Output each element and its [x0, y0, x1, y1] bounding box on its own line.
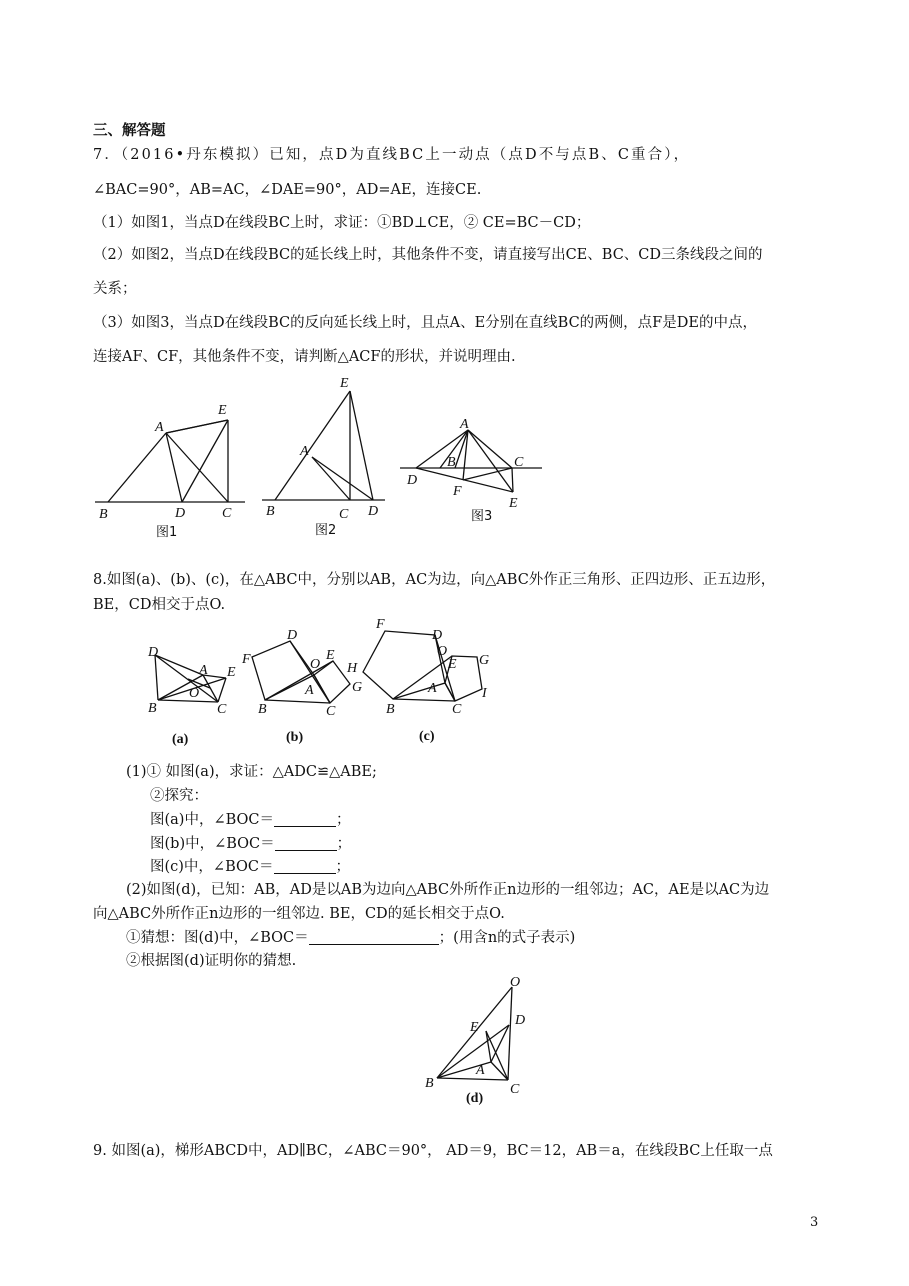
q8-line-1: 8.如图(a)、(b)、(c)，在△ABC中，分别以AB，AC为边，向△ABC外作正三角形、正四边形、正五边形， — [93, 572, 776, 588]
figure-2 — [262, 376, 385, 538]
q8-part2-line-1: (2)如图(d)，已知：AB，AD是以AB为边向△ABC外所作正n边形的一组邻边；AC，AE是以AC为边 — [126, 882, 770, 898]
q7-line-5: 关系； — [93, 281, 137, 297]
svg-text:B: B — [258, 702, 267, 717]
page-number: 3 — [810, 1215, 819, 1230]
section-title: 三、解答题 — [93, 123, 166, 139]
svg-text:E: E — [218, 403, 227, 418]
svg-text:E: E — [227, 665, 236, 680]
svg-text:C: C — [514, 455, 524, 470]
q8-part1-prove: (1)① 如图(a)，求证：△ADC≌△ABE; — [126, 764, 377, 780]
svg-text:D: D — [148, 645, 159, 660]
q7-line-2: ∠BAC=90°，AB=AC，∠DAE=90°，AD=AE，连接CE. — [93, 182, 482, 198]
figure-c — [363, 617, 489, 744]
svg-text:B: B — [425, 1076, 434, 1091]
svg-text:B: B — [99, 507, 108, 522]
svg-text:I: I — [482, 686, 487, 701]
fig-a-caption: (a) — [172, 732, 189, 747]
q7-line-3: （1）如图1，当点D在线段BC上时，求证：①BD⊥CE，② CE=BC－CD； — [93, 215, 591, 231]
q8-explore-b: 图(b)中，∠BOC＝ ； — [150, 836, 352, 852]
figure-d — [425, 975, 525, 1106]
svg-text:F: F — [453, 484, 462, 499]
svg-text:E: E — [509, 496, 518, 511]
figure-1 — [95, 403, 245, 540]
q8-explore-a: 图(a)中，∠BOC＝ ； — [150, 812, 351, 828]
q8-line-2: BE，CD相交于点O. — [93, 597, 226, 613]
fig3-caption: 图3 — [471, 509, 493, 524]
svg-text:B: B — [447, 455, 456, 470]
fig2-caption: 图2 — [315, 523, 337, 538]
q8-explore-c: 图(c)中，∠BOC＝ ； — [150, 859, 350, 875]
svg-text:C: C — [326, 704, 336, 719]
svg-text:D: D — [368, 504, 379, 519]
svg-text:C: C — [452, 702, 462, 717]
svg-text:C: C — [217, 702, 227, 717]
svg-text:E: E — [340, 376, 349, 391]
svg-text:B: B — [148, 701, 157, 716]
svg-text:A: A — [476, 1063, 485, 1078]
svg-text:D: D — [407, 473, 418, 488]
svg-text:O: O — [437, 644, 448, 659]
svg-text:H: H — [347, 661, 358, 676]
svg-text:D: D — [287, 628, 298, 643]
svg-text:A: A — [300, 444, 309, 459]
svg-text:A: A — [305, 683, 314, 698]
svg-text:C: C — [510, 1082, 520, 1097]
q8-explore-label: ②探究： — [150, 788, 208, 804]
svg-text:O: O — [510, 975, 521, 990]
svg-text:O: O — [189, 686, 200, 701]
q8-guess: ①猜想：图(d)中，∠BOC＝ ；(用含n的式子表示) — [126, 930, 576, 946]
svg-text:A: A — [460, 417, 469, 432]
svg-text:F: F — [376, 617, 385, 632]
q9-line-1: 9. 如图(a)，梯形ABCD中，AD∥BC，∠ABC＝90°， AD＝9，BC＝12，AB＝a，在线段BC上任取一点 — [93, 1143, 773, 1159]
svg-text:E: E — [470, 1020, 479, 1035]
svg-text:E: E — [326, 648, 335, 663]
q7-line-1: 7．（2016•丹东模拟）已知，点D为直线BC上一动点（点D不与点B、C重合）， — [93, 147, 691, 163]
q8-prove-guess: ②根据图(d)证明你的猜想. — [126, 953, 297, 969]
fig-d-caption: (d) — [466, 1091, 484, 1106]
svg-text:E: E — [448, 657, 457, 672]
svg-text:F: F — [242, 652, 251, 667]
svg-text:A: A — [428, 681, 437, 696]
svg-text:C: C — [339, 507, 349, 522]
q7-line-4: （2）如图2，当点D在线段BC的延长线上时，其他条件不变，请直接写出CE、BC、CD三条线段之间的 — [93, 247, 763, 263]
svg-text:G: G — [352, 680, 363, 695]
svg-text:O: O — [310, 657, 321, 672]
svg-text:D: D — [175, 506, 186, 521]
svg-text:G: G — [479, 653, 490, 668]
figure-a — [147, 645, 236, 747]
svg-text:D: D — [515, 1013, 526, 1028]
svg-text:A: A — [155, 420, 164, 435]
svg-text:C: C — [222, 506, 232, 521]
fig1-caption: 图1 — [156, 525, 178, 540]
svg-text:D: D — [432, 628, 443, 643]
q7-line-6: （3）如图3，当点D在线段BC的反向延长线上时，且点A、E分别在直线BC的两侧，点F是DE的中点， — [93, 315, 757, 331]
fig-b-caption: (b) — [286, 730, 304, 745]
svg-text:B: B — [266, 504, 275, 519]
svg-text:A: A — [199, 663, 208, 678]
svg-text:B: B — [386, 702, 395, 717]
figure-b — [241, 628, 362, 745]
q7-line-7: 连接AF、CF，其他条件不变，请判断△ACF的形状，并说明理由. — [93, 349, 516, 365]
q8-part2-line-2: 向△ABC外所作正n边形的一组邻边. BE，CD的延长相交于点O. — [93, 906, 505, 922]
fig-c-caption: (c) — [419, 729, 435, 744]
figure-3 — [400, 417, 542, 524]
